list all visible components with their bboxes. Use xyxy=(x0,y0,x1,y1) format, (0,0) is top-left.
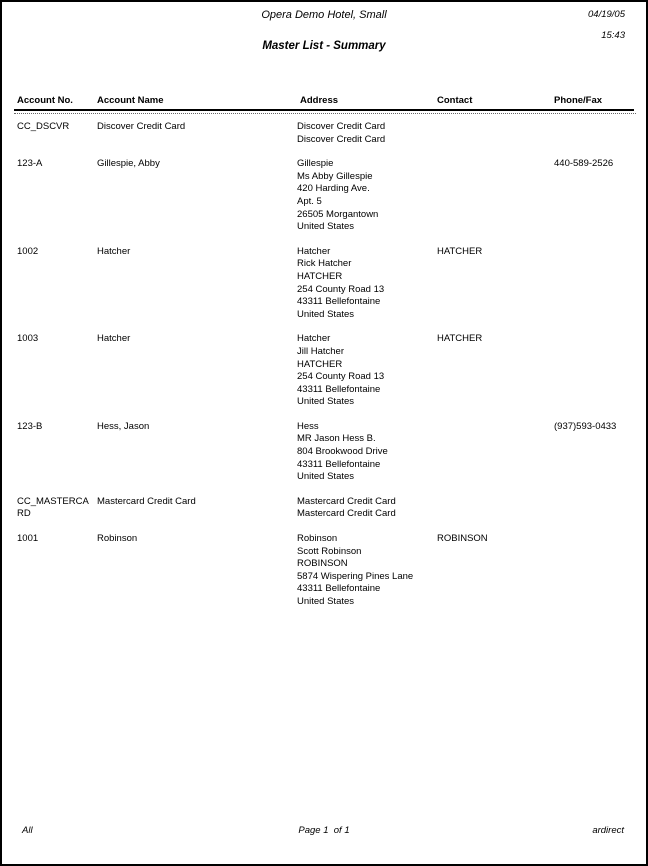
cell-account-no: 1001 xyxy=(17,533,39,545)
cell-account-no: CC_DSCVR xyxy=(17,121,70,132)
address-line: 254 County Road 13 xyxy=(297,283,385,295)
cell-address xyxy=(297,333,437,409)
address-line: United States xyxy=(297,596,355,607)
cell-contact: HATCHER xyxy=(437,333,483,345)
table-row xyxy=(2,158,646,234)
page-title: Master List - Summary xyxy=(262,40,386,52)
cell-contact: ROBINSON xyxy=(437,533,488,545)
page-number: Page 1 of 1 xyxy=(298,825,350,836)
address-line: Discover Credit Card xyxy=(297,133,386,145)
table-body xyxy=(2,121,646,621)
cell-phone-fax: 440-589-2526 xyxy=(554,158,614,170)
column-header-contact: Contact xyxy=(437,95,473,106)
header-rule-dotted xyxy=(14,113,636,114)
column-header-address: Address xyxy=(300,95,339,106)
table-row xyxy=(2,533,646,609)
cell-address xyxy=(297,533,437,609)
address-line: 254 County Road 13 xyxy=(297,371,385,383)
address-line: 43311 Bellefontaine xyxy=(297,583,381,595)
column-header-account-no: Account No. xyxy=(17,95,73,106)
cell-account-no: 1003 xyxy=(17,333,39,345)
table-row xyxy=(2,246,646,322)
cell-account-name: Robinson xyxy=(97,533,138,545)
cell-account-name: Hatcher xyxy=(97,245,131,257)
address-line: Hatcher xyxy=(297,245,331,257)
address-line: Robinson xyxy=(297,533,338,545)
footer-filter: All xyxy=(22,825,33,836)
address-line: Rick Hatcher xyxy=(297,258,352,270)
report-time: 15:43 xyxy=(601,30,625,41)
address-line: United States xyxy=(297,471,355,483)
address-line: Jill Hatcher xyxy=(297,345,344,357)
cell-account-name: Discover Credit Card xyxy=(97,121,186,132)
address-line: United States xyxy=(297,308,355,320)
address-line: Apt. 5 xyxy=(297,195,322,207)
address-line: HATCHER xyxy=(297,358,343,370)
table-header-row xyxy=(2,95,646,108)
cell-address xyxy=(297,421,437,484)
address-line: United States xyxy=(297,221,355,233)
cell-address xyxy=(297,246,437,322)
address-line: 26505 Morgantown xyxy=(297,208,379,220)
table-row xyxy=(2,496,646,521)
address-line: HATCHER xyxy=(297,270,343,282)
report-date: 04/19/05 xyxy=(588,9,625,20)
cell-account-no: 1002 xyxy=(17,245,39,257)
address-line: Gillespie xyxy=(297,158,334,170)
cell-account-no: 123-A xyxy=(17,158,43,170)
address-line: Discover Credit Card xyxy=(297,121,386,132)
cell-contact: HATCHER xyxy=(437,245,483,257)
address-line: Mastercard Credit Card xyxy=(297,495,396,507)
hotel-name: Opera Demo Hotel, Small xyxy=(261,9,387,21)
address-line: 43311 Bellefontaine xyxy=(297,458,381,470)
cell-account-name: Mastercard Credit Card xyxy=(97,495,196,507)
table-row xyxy=(2,333,646,409)
address-line: 420 Harding Ave. xyxy=(297,183,370,195)
address-line: Hess xyxy=(297,420,319,432)
address-line: ROBINSON xyxy=(297,558,348,570)
header-rule-solid xyxy=(14,109,634,111)
cell-account-name: Gillespie, Abby xyxy=(97,158,160,170)
cell-account-no: 123-B xyxy=(17,420,43,432)
table-row xyxy=(2,421,646,484)
footer-report-id: ardirect xyxy=(592,825,624,836)
cell-phone-fax: (937)593-0433 xyxy=(554,420,617,432)
address-line: 804 Brookwood Drive xyxy=(297,446,388,458)
address-line: Scott Robinson xyxy=(297,545,362,557)
address-line: 5874 Wispering Pines Lane xyxy=(297,570,414,582)
address-line: Ms Abby Gillespie xyxy=(297,170,373,182)
address-line: United States xyxy=(297,396,355,408)
cell-address xyxy=(297,496,437,521)
column-header-account-name: Account Name xyxy=(97,95,164,106)
address-line: Hatcher xyxy=(297,333,331,345)
table-row xyxy=(2,121,646,146)
cell-address xyxy=(297,121,437,146)
cell-account-name: Hess, Jason xyxy=(97,420,150,432)
cell-address xyxy=(297,158,437,234)
address-line: MR Jason Hess B. xyxy=(297,433,376,445)
cell-account-name: Hatcher xyxy=(97,333,131,345)
column-header-phone-fax: Phone/Fax xyxy=(554,95,603,106)
address-line: Mastercard Credit Card xyxy=(297,508,396,520)
address-line: 43311 Bellefontaine xyxy=(297,383,381,395)
address-line: 43311 Bellefontaine xyxy=(297,296,381,308)
cell-account-no: CC_MASTERCARD xyxy=(17,495,89,520)
